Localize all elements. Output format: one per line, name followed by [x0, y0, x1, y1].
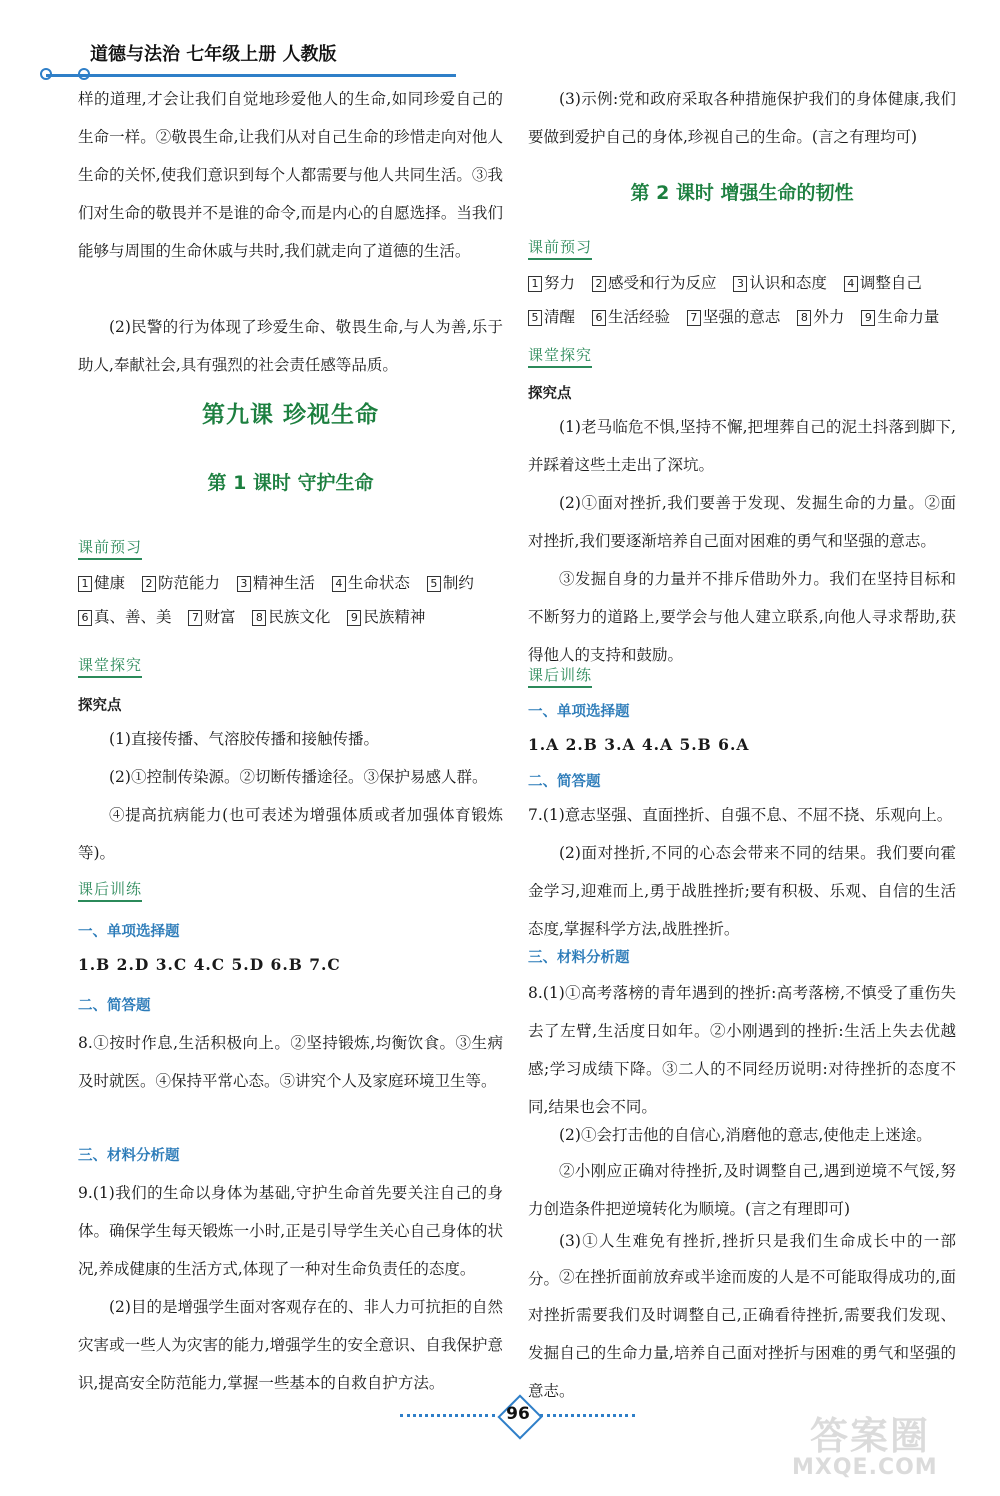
question-8-answer-part2: (2)①会打击他的自信心,消磨他的意志,使他走上迷途。 — [559, 1126, 932, 1144]
preview-item: 5 制约 — [427, 566, 474, 600]
period-title: 第 1 课时 守护生命 — [207, 472, 374, 494]
question-8-answer-part1: 8.(1)①高考落榜的青年遇到的挫折:高考落榜,不慎受了重伤失去了左臂,生活度日如年。②小刚遇到的挫折:生活上失去优越感;学习成绩下降。③二人的不同经历说明:对待挫折的态度不同,结果也会不同。 — [528, 984, 956, 1116]
question-8-answer-part5: ②在挫折面前放弃或半途而废的人是不可能取得成功的,面对挫折需要我们及时调整自己,正确看待挫折,需要我们发现、发掘自己的生命力量,培养自己面对挫折与困难的勇气和坚强的意志。 — [528, 1268, 956, 1400]
explore-section-label: 课堂探究 — [78, 654, 503, 678]
explore-answer: (1)老马临危不惧,坚持不懈,把埋葬自己的泥土抖落到脚下,并踩着这些土走出了深坑。 — [528, 418, 956, 474]
short-answer-label: 二、简答题 — [78, 998, 151, 1014]
preview-answers — [78, 566, 503, 634]
multiple-choice-label: 一、单项选择题 — [78, 924, 180, 940]
preview-item: 6 真、善、美 — [78, 600, 172, 634]
question-9-answer-part3: (3)示例:党和政府采取各种措施保护我们的身体健康,我们要做到爱护自己的身体,珍视自己的生命。(言之有理均可) — [528, 90, 956, 146]
continued-paragraph: (2)民警的行为体现了珍爱生命、敬畏生命,与人为善,乐于助人,奉献社会,具有强烈的社会责任感等品质。 — [78, 318, 503, 374]
watermark-logo — [792, 1405, 992, 1491]
preview-item: 7 坚强的意志 — [687, 300, 781, 334]
preview-item: 4 生命状态 — [332, 566, 410, 600]
question-9-answer-part1: 9.(1)我们的生命以身体为基础,守护生命首先要关注自己的身体。确保学生每天锻炼一小时,正是引导学生关心自己身体的状况,养成健康的生活方式,体现了一种对生命负责任的态度。 — [78, 1184, 503, 1278]
question-8-answer-part4: (3)①人生难免有挫折,挫折只是我们生命成长中的一部分。 — [528, 1232, 956, 1288]
header-rule — [46, 74, 456, 77]
preview-item: 1 努力 — [528, 266, 575, 300]
preview-item: 3 认识和态度 — [733, 266, 827, 300]
page-number: 96 — [506, 1404, 530, 1424]
short-answer-label: 二、简答题 — [528, 774, 601, 790]
explore-answer: (2)①控制传染源。②切断传播途径。③保护易感人群。 — [109, 768, 488, 786]
preview-item: 9 生命力量 — [861, 300, 939, 334]
explore-answer: ④提高抗病能力(也可表述为增强体质或者加强体育锻炼等)。 — [78, 806, 503, 862]
preview-item: 8 民族文化 — [252, 600, 330, 634]
question-8-answer-part3: ②小刚应正确对待挫折,及时调整自己,遇到逆境不气馁,努力创造条件把逆境转化为顺境。(言之有理即可) — [528, 1162, 956, 1218]
watermark-text: 答案圈 — [810, 1414, 931, 1458]
multiple-choice-answers: 1.B 2.D 3.C 4.C 5.D 6.B 7.C — [78, 955, 341, 974]
question-9-answer-part2: (2)目的是增强学生面对客观存在的、非人力可抗拒的自然灾害或一些人为灾害的能力,增强学生的安全意识、自我保护意识,提高安全防范能力,掌握一些基本的自救自护方法。 — [78, 1298, 503, 1392]
preview-item: 1 健康 — [78, 566, 125, 600]
preview-item: 4 调整自己 — [844, 266, 922, 300]
explore-section-label: 课堂探究 — [528, 344, 956, 368]
preview-item: 2 防范能力 — [142, 566, 220, 600]
preview-item: 7 财富 — [188, 600, 235, 634]
book-title: 道德与法治 七年级上册 人教版 — [90, 44, 337, 65]
explore-point-label: 探究点 — [78, 698, 122, 714]
multiple-choice-answers: 1.A 2.B 3.A 4.A 5.B 6.A — [528, 735, 750, 754]
preview-item: 3 精神生活 — [237, 566, 315, 600]
after-class-section-label: 课后训练 — [78, 878, 503, 902]
preview-item: 6 生活经验 — [592, 300, 670, 334]
footer-dotted-rule — [540, 1414, 635, 1417]
multiple-choice-label: 一、单项选择题 — [528, 704, 630, 720]
preview-item: 9 民族精神 — [347, 600, 425, 634]
question-8-answer: 8.①按时作息,生活积极向上。②坚持锻炼,均衡饮食。③生病及时就医。④保持平常心态。⑤讲究个人及家庭环境卫生等。 — [78, 1034, 503, 1090]
preview-item: 8 外力 — [797, 300, 844, 334]
lesson-title: 第九课 珍视生命 — [201, 402, 379, 428]
period-title: 第 2 课时 增强生命的韧性 — [630, 182, 854, 204]
explore-answer: ③发掘自身的力量并不排斥借助外力。我们在坚持目标和不断努力的道路上,要学会与他人建立联系,向他人寻求帮助,获得他人的支持和鼓励。 — [528, 570, 956, 664]
preview-item: 2 感受和行为反应 — [592, 266, 717, 300]
explore-answer: (1)直接传播、气溶胶传播和接触传播。 — [109, 730, 379, 748]
preview-section-label: 课前预习 — [78, 536, 503, 560]
question-7-answer-part1: 7.(1)意志坚强、直面挫折、自强不息、不屈不挠、乐观向上。 — [528, 806, 953, 824]
preview-answers — [528, 266, 956, 334]
watermark-url: MXQE.COM — [792, 1455, 938, 1480]
preview-section-label: 课前预习 — [528, 236, 956, 260]
footer-dotted-rule — [400, 1414, 495, 1417]
material-analysis-label: 三、材料分析题 — [528, 950, 630, 966]
material-analysis-label: 三、材料分析题 — [78, 1148, 180, 1164]
preview-item: 5 清醒 — [528, 300, 575, 334]
continued-paragraph: 样的道理,才会让我们自觉地珍爱他人的生命,如同珍爱自己的生命一样。②敬畏生命,让我们从对自己生命的珍惜走向对他人生命的关怀,使我们意识到每个人都需要与他人共同生活。③我们对生命的敬畏并不是谁的命令,而是内心的自愿选择。当我们能够与周围的生命休戚与共时,我们就走向了道德的生活。 — [78, 90, 503, 260]
page-number-badge — [497, 1395, 539, 1435]
explore-answer: (2)①面对挫折,我们要善于发现、发掘生命的力量。②面对挫折,我们要逐渐培养自己面对困难的勇气和坚强的意志。 — [528, 494, 956, 550]
after-class-section-label: 课后训练 — [528, 664, 956, 688]
explore-point-label: 探究点 — [528, 386, 572, 402]
question-7-answer-part2: (2)面对挫折,不同的心态会带来不同的结果。我们要向霍金学习,迎难而上,勇于战胜挫折;要有积极、乐观、自信的生活态度,掌握科学方法,战胜挫折。 — [528, 844, 956, 938]
